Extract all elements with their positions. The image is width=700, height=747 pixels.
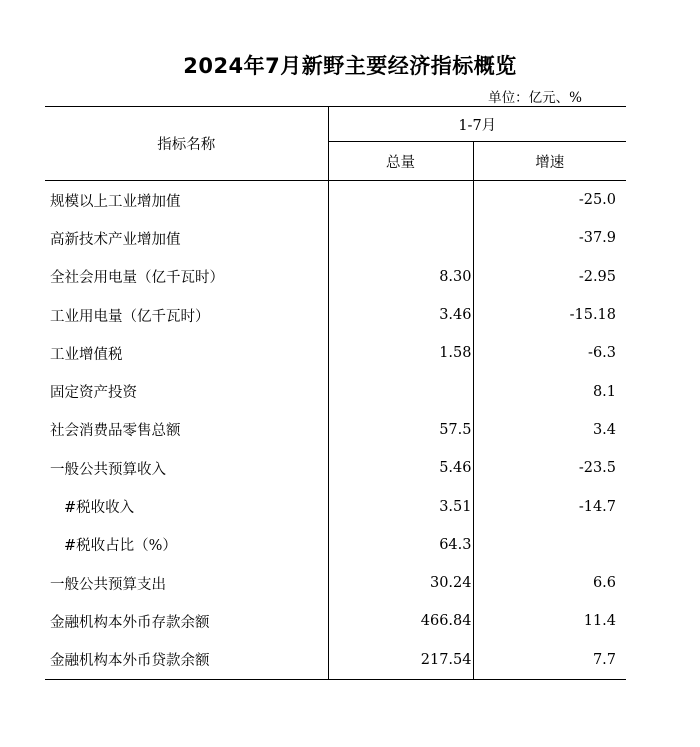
row-growth: -37.9 xyxy=(473,219,626,257)
table-row xyxy=(45,564,626,602)
header-indicator-name: 指标名称 xyxy=(45,107,328,181)
row-label: #税收占比（%） xyxy=(64,538,177,555)
table-row xyxy=(45,372,626,410)
row-growth: 8.1 xyxy=(473,372,626,410)
row-growth: 11.4 xyxy=(473,602,626,640)
row-total: 3.46 xyxy=(328,296,473,334)
row-total xyxy=(328,181,473,220)
row-total: 57.5 xyxy=(328,411,473,449)
row-growth: -2.95 xyxy=(473,258,626,296)
unit-note: 单位：亿元、% xyxy=(488,90,582,106)
row-label: 规模以上工业增加值 xyxy=(50,193,181,210)
row-growth: -15.18 xyxy=(473,296,626,334)
row-label: 一般公共预算支出 xyxy=(50,576,166,593)
row-label: 工业增值税 xyxy=(50,346,123,363)
row-label: 一般公共预算收入 xyxy=(50,461,166,478)
indicator-table xyxy=(45,106,626,680)
row-growth: -6.3 xyxy=(473,334,626,372)
row-total xyxy=(328,372,473,410)
table-row xyxy=(45,487,626,525)
table-row xyxy=(45,411,626,449)
row-total: 3.51 xyxy=(328,487,473,525)
row-label: 全社会用电量（亿千瓦时） xyxy=(50,270,224,287)
row-total: 8.30 xyxy=(328,258,473,296)
row-label: 金融机构本外币贷款余额 xyxy=(45,641,328,680)
page-title: 2024年7月新野主要经济指标概览 xyxy=(183,54,517,78)
row-label: 社会消费品零售总额 xyxy=(50,423,181,440)
row-growth xyxy=(473,526,626,564)
header-total: 总量 xyxy=(328,142,473,181)
table-row xyxy=(45,258,626,296)
table-row xyxy=(45,296,626,334)
header-growth: 增速 xyxy=(473,142,626,181)
row-total xyxy=(328,219,473,257)
row-total: 1.58 xyxy=(328,334,473,372)
row-label: #税收收入 xyxy=(64,500,135,517)
row-growth: -25.0 xyxy=(473,181,626,220)
table-row xyxy=(45,641,626,680)
row-total: 5.46 xyxy=(328,449,473,487)
row-total: 466.84 xyxy=(328,602,473,640)
row-growth: -14.7 xyxy=(473,487,626,525)
table-row xyxy=(45,602,626,640)
row-total: 217.54 xyxy=(328,641,473,680)
row-total: 30.24 xyxy=(328,564,473,602)
row-growth: 3.4 xyxy=(473,411,626,449)
table-row xyxy=(45,219,626,257)
row-growth: 6.6 xyxy=(473,564,626,602)
row-growth: -23.5 xyxy=(473,449,626,487)
row-label: 高新技术产业增加值 xyxy=(50,231,181,248)
row-growth: 7.7 xyxy=(473,641,626,680)
row-total: 64.3 xyxy=(328,526,473,564)
row-label: 金融机构本外币存款余额 xyxy=(50,614,210,631)
header-period: 1-7月 xyxy=(328,107,626,142)
table-row xyxy=(45,526,626,564)
table-row xyxy=(45,334,626,372)
table-row xyxy=(45,449,626,487)
row-label: 工业用电量（亿千瓦时） xyxy=(50,308,210,325)
row-label: 固定资产投资 xyxy=(50,385,137,402)
table-row xyxy=(45,181,626,220)
